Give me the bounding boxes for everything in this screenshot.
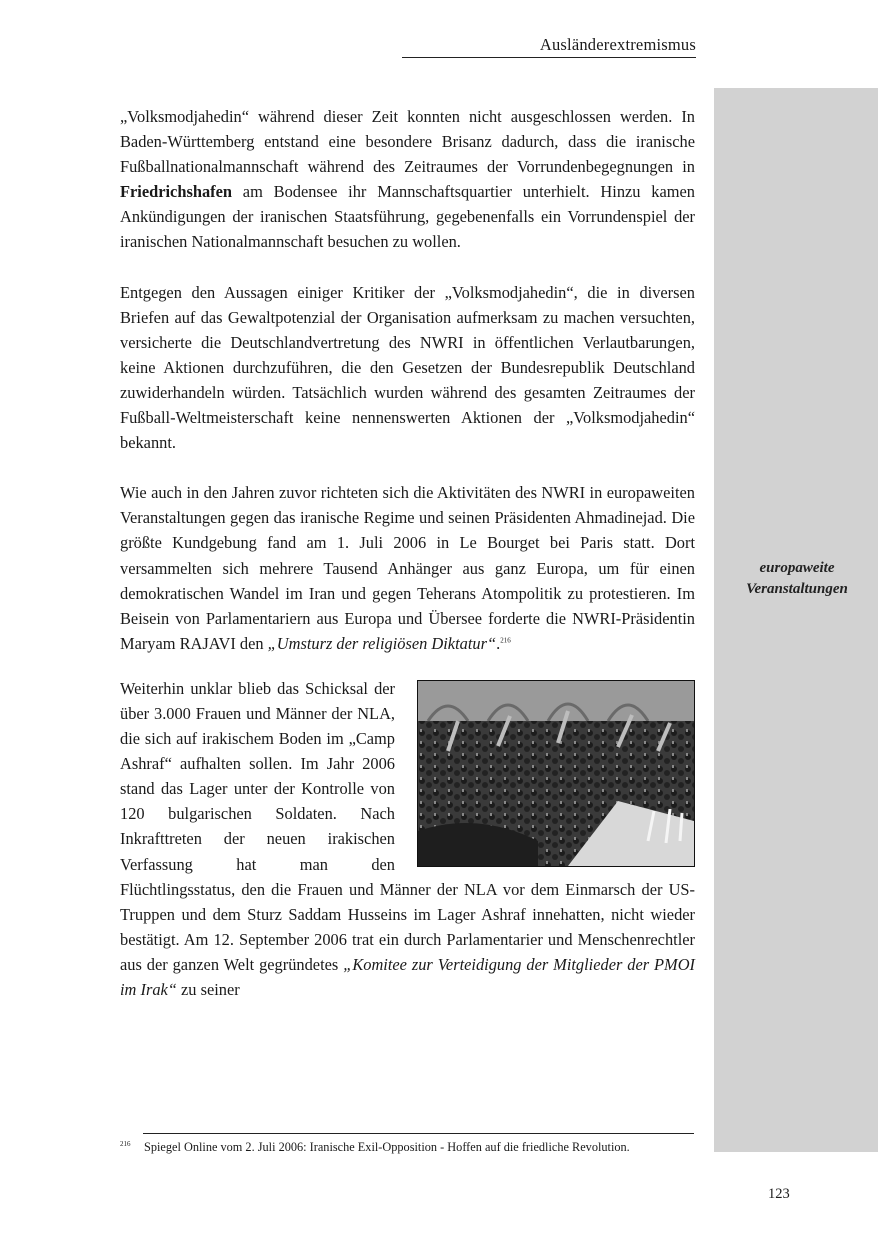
paragraph-3-end: . (496, 633, 501, 653)
body-text (120, 104, 695, 1002)
rally-photo (417, 680, 695, 867)
paragraph-1-rest: am Bodensee ihr Mannschaftsquartier unterhielt. Hinzu kamen Ankündigungen der iranischen Staatsführung, gegebenenfalls ein Vorrundenspiel der iranischen Nationalmannschaft besuchen zu wollen. (120, 182, 695, 252)
footnote-ref: 216 (500, 636, 511, 645)
margin-note-line1: europaweite (759, 560, 835, 576)
running-header: Ausländerextremismus (539, 35, 696, 54)
footnote-text: Spiegel Online vom 2. Juli 2006: Iranische Exil-Opposition - Hoffen auf die friedliche Revolution. (144, 1140, 630, 1154)
footnote: $^{216}$ Spiegel Online vom 2. Juli 2006: Iranische Exil-Opposition - Hoffen auf die friedliche Revolution. (120, 1139, 630, 1154)
margin-note (722, 558, 872, 600)
paragraph-3-text: Wie auch in den Jahren zuvor richteten sich die Aktivitäten des NWRI in europaweiten Veranstaltungen gegen das iranische Regime und seinen Präsidenten Ahmadinejad. Die größte Kundgebung fand am 1. Juli 2006 in Le Bourget bei Paris statt. Dort versammelten sich mehrere Tausend Anhänger aus ganz Europa, um für einen demokratischen Wandel im Iran und gegen Teherans Atompolitik zu protestieren. Im Beisein von Parlamentariern aus Europa und Übersee forderte die NWRI-Präsidentin Maryam RAJAVI den (120, 483, 695, 653)
paragraph-3 (120, 480, 695, 656)
paragraph-1-text: „Volksmodjahedin“ während dieser Zeit konnten nicht ausgeschlossen werden. In Baden-Württemberg entstand eine besondere Brisanz dadurch, dass die iranische Fußballnationalmannschaft während des Zeitraumes der Vorrundenbegegnungen in (120, 107, 695, 177)
paragraph-4-end: zu seiner (176, 980, 240, 999)
footnote-rule (143, 1133, 694, 1134)
quote-komitee: „Komitee zur Verteidigung der Mitglieder der PMOI im Irak“ (120, 954, 695, 999)
margin-sidebar (714, 88, 878, 1152)
paragraph-2: Entgegen den Aussagen einiger Kritiker der „Volksmodjahedin“, die in diversen Briefen auf das Gewaltpotenzial der Organisation aufmerksam zu machen versuchten, versicherte die Deutschlandvertretung des NWRI in öffentlichen Verlautbarungen, keine Aktionen durchzuführen, die den Gesetzen der Bundesrepublik Deutschland zuwiderhandeln würden. Tatsächlich wurden während des gesamten Zeitraumes der Fußball-Weltmeisterschaft keine nennenswerten Aktionen der „Volksmodjahedin“ bekannt. (120, 282, 695, 453)
paragraph-4-text: Weiterhin unklar blieb das Schicksal der über 3.000 Frauen und Männer der NLA, die sich auf irakischem Boden im „Camp Ashraf“ aufhalten sollen. Im Jahr 2006 stand das Lager unter der Kontrolle von 120 bulgarischen Soldaten. Nach Inkrafttreten der neuen irakischen Verfassung hat man den Flüchtlingsstatus, den die Frauen und Männer der NLA vor dem Einmarsch der US-Truppen und dem Sturz Saddam Husseins im Lager Ashraf innehatten, nicht wieder bestätigt. Am 12. September 2006 trat ein durch Parlamentarier und Menschenrechtler aus der ganzen Welt gegründetes (120, 678, 695, 974)
header-rule (402, 57, 696, 58)
rally-photo-image (418, 681, 694, 866)
margin-note-line2: Veranstaltungen (746, 581, 848, 597)
quote-umsturz: „Umsturz der religiösen Diktatur“ (267, 633, 497, 653)
paragraph-1 (120, 104, 695, 255)
page-number: 123 (768, 1186, 790, 1202)
place-name: Friedrichshafen (120, 182, 232, 202)
